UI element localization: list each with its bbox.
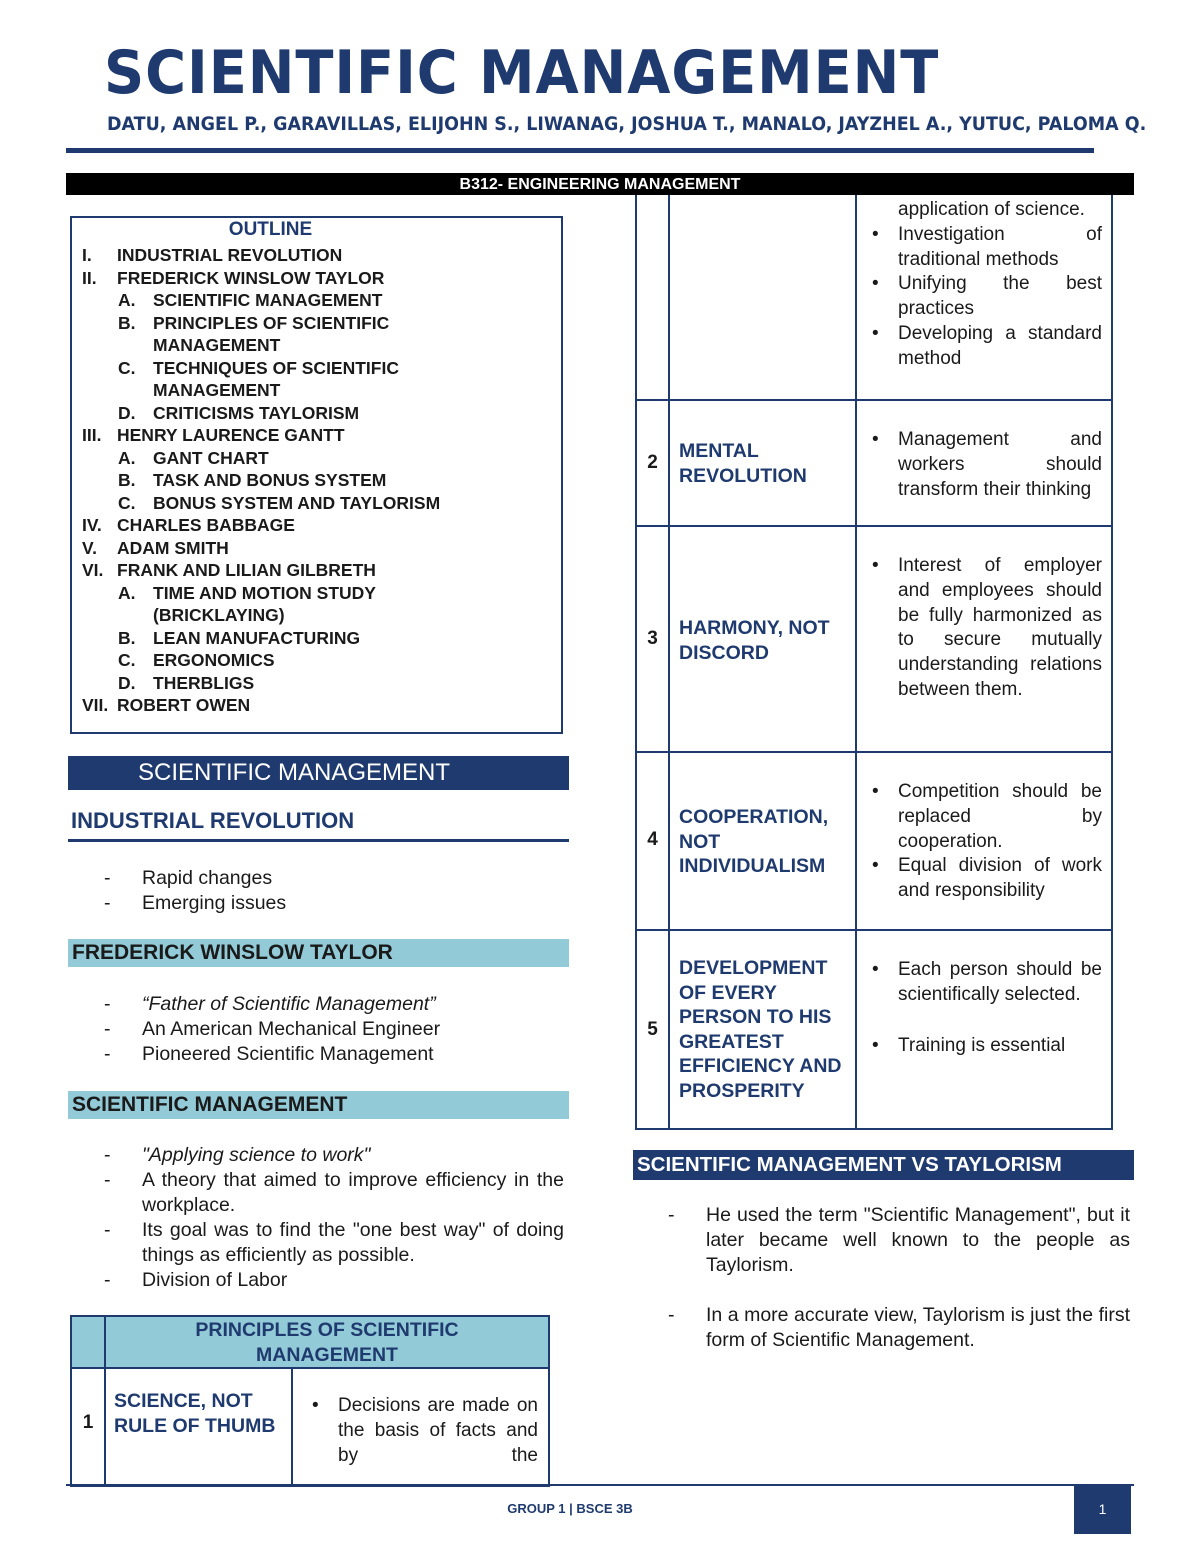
row-number: 2	[647, 452, 658, 473]
bullet-item: • Investigation of traditional methods	[864, 223, 1102, 273]
principle-name: MENTAL REVOLUTION	[679, 440, 807, 487]
outline-item-number: A.	[118, 290, 136, 310]
principle-name: SCIENCE, NOT RULE OF THUMB	[114, 1390, 276, 1437]
bullet-dot: •	[872, 959, 879, 980]
list-item	[104, 992, 564, 1017]
outline-item-number: VII.	[82, 695, 109, 715]
bullet-dot: •	[872, 429, 879, 450]
table-hline	[637, 751, 1111, 753]
outline-item-number: VI.	[82, 560, 104, 580]
list-item-text: Rapid changes	[142, 867, 273, 889]
bullet-dot: •	[872, 855, 879, 877]
heading-sm-vs-taylorism: SCIENTIFIC MANAGEMENT VS TAYLORISM	[633, 1150, 1134, 1180]
outline-item-label: SCIENTIFIC MANAGEMENT	[153, 290, 383, 310]
principle-desc-3: • Interest of employer and employees should be fully harmonized as to secure mutually understanding relations between them.	[864, 554, 1102, 703]
list-item-text: A theory that aimed to improve efficiency in the workplace.	[142, 1169, 564, 1216]
list-item	[104, 1042, 564, 1067]
desc-part: Decisions are made on the basis of facts and by the	[338, 1395, 538, 1466]
bullet-dot: •	[312, 1395, 319, 1416]
outline-item-number: III.	[82, 425, 102, 445]
outline-item-number: A.	[118, 582, 136, 603]
title-divider	[66, 148, 1094, 153]
outline-item-number: II.	[82, 267, 97, 288]
bullet-dot: •	[872, 273, 879, 295]
table-vline	[668, 195, 670, 1128]
outline-item-number: I.	[82, 245, 92, 265]
outline-item-label: CHARLES BABBAGE	[117, 515, 295, 535]
principle-name: COOPERATION, NOT INDIVIDUALISM	[679, 806, 829, 877]
scientific-management-list	[104, 1143, 564, 1293]
dash-marker: -	[104, 1219, 111, 1241]
sm-vs-taylorism-list	[668, 1203, 1130, 1363]
outline-list	[82, 244, 552, 716]
table-hline	[637, 929, 1111, 931]
outline-item-number: V.	[82, 537, 97, 558]
table-vline	[291, 1368, 293, 1485]
bullet-dot: •	[872, 223, 879, 245]
list-item-text: He used the term "Scientific Management", but it later became well known to the people as Taylorism.	[706, 1204, 1130, 1276]
bullet-item: • Unifying the best practices	[864, 272, 1102, 322]
outline-item-label: FREDERICK WINSLOW TAYLOR	[117, 267, 385, 288]
list-item-text: Pioneered Scientific Management	[142, 1043, 434, 1065]
outline-item-number: D.	[118, 672, 136, 693]
outline-item-number: IV.	[82, 515, 102, 535]
footer-divider	[66, 1484, 1134, 1486]
outline-item-label: TIME AND MOTION STUDY	[153, 582, 376, 603]
principles-table-title: PRINCIPLES OF SCIENTIFIC MANAGEMENT	[195, 1319, 459, 1366]
principle-desc-4: • Competition should be replaced by cooperation. • Equal division of work and responsibility	[864, 780, 1102, 904]
outline-item-label: TECHNIQUES OF SCIENTIFIC	[153, 357, 399, 378]
principle-desc-1a	[304, 1394, 538, 1468]
bullet-item: • Developing a standard method	[864, 322, 1102, 372]
taylor-list	[104, 992, 564, 1070]
principle-desc-1b	[864, 198, 1102, 372]
list-item-text: In a more accurate view, Taylorism is just the first form of Scientific Management.	[706, 1304, 1130, 1351]
dash-marker: -	[668, 1304, 675, 1326]
outline-item-number: D.	[118, 402, 136, 423]
outline-item-number: B.	[118, 312, 136, 333]
table-vline	[855, 195, 857, 1128]
list-item-text: Division of Labor	[142, 1269, 288, 1291]
outline-item-number: C.	[118, 357, 136, 378]
outline-item-label: MANAGEMENT	[153, 335, 281, 355]
outline-item-label: ADAM SMITH	[117, 537, 229, 558]
row-number: 3	[647, 628, 658, 649]
outline-item-label: THERBLIGS	[153, 672, 255, 693]
industrial-revolution-list	[104, 866, 564, 918]
outline-item-label: HENRY LAURENCE GANTT	[117, 425, 345, 445]
outline-heading: OUTLINE	[228, 219, 313, 240]
outline-item-label: MANAGEMENT	[153, 380, 281, 400]
outline-item-label: INDUSTRIAL REVOLUTION	[117, 245, 343, 265]
bullet-dot: •	[872, 1034, 879, 1056]
outline-item-number: A.	[118, 447, 136, 468]
list-item-text: Its goal was to find the "one best way" of doing things as efficiently as possible.	[142, 1219, 564, 1266]
principle-desc-2: • Management and workers should transform their thinking	[864, 428, 1102, 502]
outline-item-label: ERGONOMICS	[153, 650, 275, 670]
bullet-dot: •	[872, 555, 879, 576]
heading-frederick-taylor: FREDERICK WINSLOW TAYLOR	[68, 939, 569, 967]
row-number: 5	[647, 1019, 658, 1040]
outline-item-label: GANT CHART	[153, 447, 269, 468]
list-item-text: An American Mechanical Engineer	[142, 1018, 441, 1040]
list-item-text: "Applying science to work"	[142, 1144, 371, 1166]
footer-group-label: GROUP 1 | BSCE 3B	[507, 1501, 633, 1516]
outline-item-label: PRINCIPLES OF SCIENTIFIC	[153, 312, 390, 333]
bullet-dot: •	[872, 781, 879, 802]
dash-marker: -	[104, 892, 111, 914]
dash-marker: -	[104, 1144, 111, 1166]
list-item	[668, 1203, 1130, 1278]
outline-item-label: CRITICISMS TAYLORISM	[153, 402, 360, 423]
list-item	[104, 891, 564, 916]
list-item	[104, 1268, 564, 1293]
bullet-spacer	[864, 198, 898, 223]
heading-industrial-revolution: INDUSTRIAL REVOLUTION	[68, 808, 569, 842]
page-number: 1	[1074, 1484, 1131, 1534]
dash-marker: -	[668, 1204, 675, 1226]
dash-marker: -	[104, 1018, 111, 1040]
list-item	[668, 1303, 1130, 1353]
principle-name: DEVELOPMENT OF EVERY PERSON TO HIS GREATEST EFFICIENCY AND PROSPERITY	[679, 957, 842, 1102]
outline-item-label: LEAN MANUFACTURING	[153, 627, 361, 648]
list-item	[104, 866, 564, 891]
dash-marker: -	[104, 993, 111, 1015]
heading-scientific-management: SCIENTIFIC MANAGEMENT	[68, 1091, 569, 1119]
outline-item-number: C.	[118, 492, 136, 513]
dash-marker: -	[104, 1169, 111, 1191]
dash-marker: -	[104, 867, 111, 889]
row-number: 4	[647, 829, 658, 850]
list-item	[104, 1143, 564, 1168]
course-banner: B312- ENGINEERING MANAGEMENT	[66, 173, 1134, 195]
list-item-text: Emerging issues	[142, 892, 287, 914]
list-item	[104, 1017, 564, 1042]
outline-item-label: BONUS SYSTEM AND TAYLORISM	[153, 492, 441, 513]
principle-desc-5: • Each person should be scientifically selected. • Training is essential	[864, 958, 1102, 1058]
table-hline	[637, 525, 1111, 527]
principle-name: HARMONY, NOT DISCORD	[679, 617, 830, 664]
row-number: 1	[82, 1412, 94, 1433]
table-hline	[637, 399, 1111, 401]
list-item	[104, 1218, 564, 1268]
list-item	[104, 1168, 564, 1218]
dash-marker: -	[104, 1269, 111, 1291]
outline-item-label: FRANK AND LILIAN GILBRETH	[117, 560, 376, 580]
outline-item-label: TASK AND BONUS SYSTEM	[153, 470, 387, 490]
outline-item-label: (BRICKLAYING)	[153, 605, 285, 625]
outline-item-number: B.	[118, 627, 136, 648]
authors-line: DATU, ANGEL P., GARAVILLAS, ELIJOHN S., LIWANAG, JOSHUA T., MANALO, JAYZHEL A., YUTUC, PALOMA Q.	[107, 113, 1147, 135]
bullet-dot: •	[872, 322, 879, 344]
section-heading-scientific-management: SCIENTIFIC MANAGEMENT	[68, 756, 569, 790]
dash-marker: -	[104, 1043, 111, 1065]
document-title: SCIENTIFIC MANAGEMENT	[104, 38, 940, 108]
outline-item-number: B.	[118, 470, 136, 490]
outline-item-label: ROBERT OWEN	[117, 695, 251, 715]
list-item-text: “Father of Scientific Management”	[142, 993, 436, 1015]
outline-item-number: C.	[118, 650, 136, 670]
desc-part: application of science.	[898, 199, 1085, 220]
